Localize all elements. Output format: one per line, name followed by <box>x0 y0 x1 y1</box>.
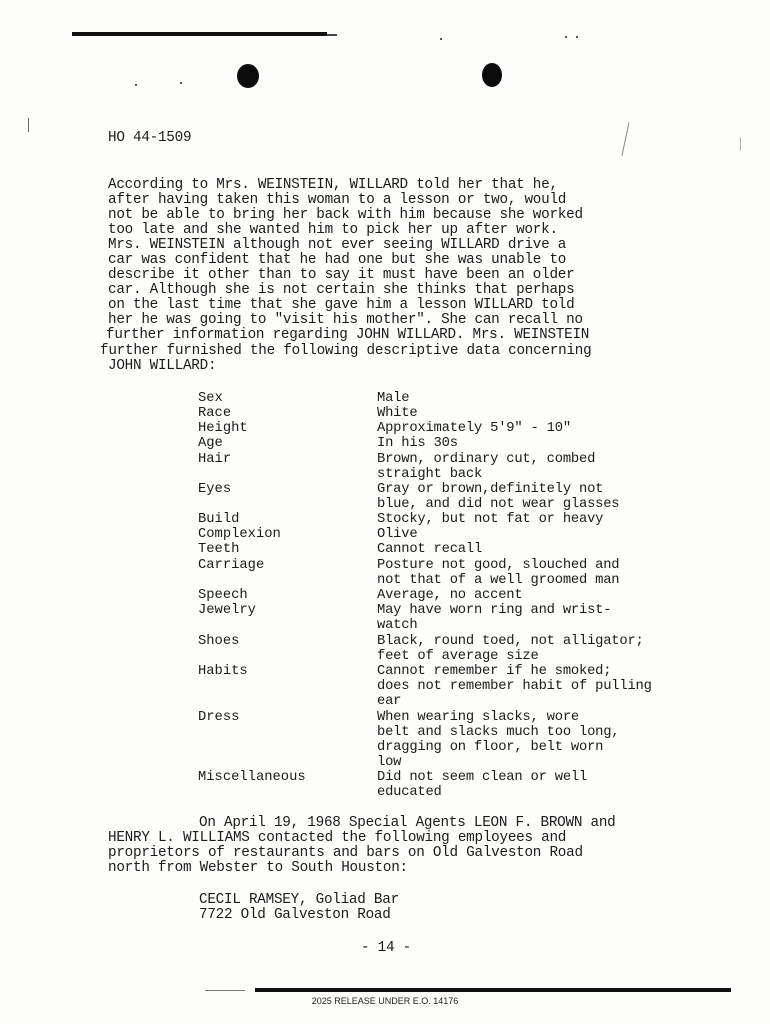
descriptive-value: ear <box>377 694 402 709</box>
descriptive-label: Complexion <box>198 527 281 542</box>
scan-speck <box>565 36 567 38</box>
descriptive-label: Build <box>198 512 240 527</box>
descriptive-value: watch <box>377 618 418 633</box>
descriptive-label: Sex <box>198 391 223 406</box>
contact-line: 7722 Old Galveston Road <box>199 907 391 923</box>
descriptive-label: Race <box>198 406 232 421</box>
descriptive-label: Carriage <box>198 558 265 573</box>
paragraph-line: her he was going to "visit his mother". She can recall no <box>108 312 583 328</box>
scan-margin-mark <box>621 122 629 155</box>
paragraph-line: north from Webster to South Houston: <box>108 860 408 876</box>
descriptive-value: Average, no accent <box>377 588 523 603</box>
paragraph-line: not be able to bring her back with him because she worked <box>108 207 583 223</box>
paragraph-line: describe it other than to say it must have been an older <box>108 267 575 283</box>
paragraph-line: Mrs. WEINSTEIN although not ever seeing WILLARD drive a <box>108 237 567 253</box>
scan-bottom-edge-dash <box>205 990 245 991</box>
release-footer: 2025 RELEASE UNDER E.O. 14176 <box>311 996 459 1006</box>
descriptive-value: Cannot recall <box>377 542 483 557</box>
paragraph-line: further furnished the following descriptive data concerning <box>100 343 592 359</box>
paragraph-line: proprietors of restaurants and bars on Old Galveston Road <box>108 845 583 861</box>
scan-top-edge-thin <box>327 34 337 36</box>
descriptive-value: Male <box>377 391 410 406</box>
descriptive-value: In his 30s <box>377 436 458 451</box>
descriptive-value: does not remember habit of pulling <box>377 679 652 694</box>
scan-speck <box>576 36 578 38</box>
paragraph-line: on the last time that she gave him a lesson WILLARD told <box>108 297 575 313</box>
descriptive-value: dragging on floor, belt worn <box>377 740 604 755</box>
descriptive-label: Dress <box>198 710 240 725</box>
descriptive-value: Did not seem clean or well <box>377 770 588 785</box>
descriptive-value: When wearing slacks, wore <box>377 710 579 725</box>
paragraph-line: car was confident that he had one but she was unable to <box>108 252 567 268</box>
page-number: - 14 - <box>361 940 411 956</box>
paragraph-line: after having taken this woman to a lesson or two, would <box>108 192 567 208</box>
descriptive-value: Posture not good, slouched and <box>377 558 620 573</box>
scan-top-edge <box>72 32 327 36</box>
paragraph-line: According to Mrs. WEINSTEIN, WILLARD told her that he, <box>108 177 558 193</box>
descriptive-value: White <box>377 406 418 421</box>
descriptive-value: Gray or brown,definitely not <box>377 482 604 497</box>
descriptive-label: Habits <box>198 664 248 679</box>
descriptive-label: Age <box>198 436 223 451</box>
scan-speck <box>180 82 182 84</box>
punch-hole-right <box>482 63 502 87</box>
descriptive-value: low <box>377 755 402 770</box>
paragraph-line: HENRY L. WILLIAMS contacted the following employees and <box>108 830 567 846</box>
descriptive-value: Approximately 5'9" - 10" <box>377 421 571 436</box>
descriptive-value: feet of average size <box>377 649 539 664</box>
scan-margin-mark <box>740 138 741 150</box>
descriptive-value: May have worn ring and wrist- <box>377 603 612 618</box>
file-number: HO 44-1509 <box>108 130 192 146</box>
descriptive-label: Teeth <box>198 542 240 557</box>
descriptive-value: straight back <box>377 467 483 482</box>
descriptive-value: Brown, ordinary cut, combed <box>377 452 596 467</box>
paragraph-line: further information regarding JOHN WILLARD. Mrs. WEINSTEIN <box>106 327 590 343</box>
scan-margin-mark <box>28 118 29 132</box>
paragraph-line: too late and she wanted him to pick her up after work. <box>108 222 558 238</box>
scan-speck <box>440 38 442 40</box>
paragraph-line: car. Although she is not certain she thinks that perhaps <box>108 282 575 298</box>
descriptive-value: not that of a well groomed man <box>377 573 620 588</box>
descriptive-value: Black, round toed, not alligator; <box>377 634 644 649</box>
descriptive-value: blue, and did not wear glasses <box>377 497 620 512</box>
scan-bottom-edge <box>255 988 731 992</box>
descriptive-value: Olive <box>377 527 418 542</box>
descriptive-value: belt and slacks much too long, <box>377 725 620 740</box>
paragraph-line: On April 19, 1968 Special Agents LEON F. BROWN and <box>199 815 616 831</box>
descriptive-label: Jewelry <box>198 603 256 618</box>
descriptive-label: Eyes <box>198 482 232 497</box>
contact-line: CECIL RAMSEY, Goliad Bar <box>199 892 399 908</box>
descriptive-value: educated <box>377 785 442 800</box>
paragraph-line: JOHN WILLARD: <box>108 358 217 374</box>
descriptive-value: Cannot remember if he smoked; <box>377 664 612 679</box>
descriptive-label: Height <box>198 421 248 436</box>
descriptive-label: Hair <box>198 452 232 467</box>
descriptive-value: Stocky, but not fat or heavy <box>377 512 604 527</box>
punch-hole-left <box>237 64 259 88</box>
descriptive-label: Shoes <box>198 634 240 649</box>
descriptive-label: Miscellaneous <box>198 770 306 785</box>
scan-speck <box>135 84 137 86</box>
descriptive-label: Speech <box>198 588 248 603</box>
